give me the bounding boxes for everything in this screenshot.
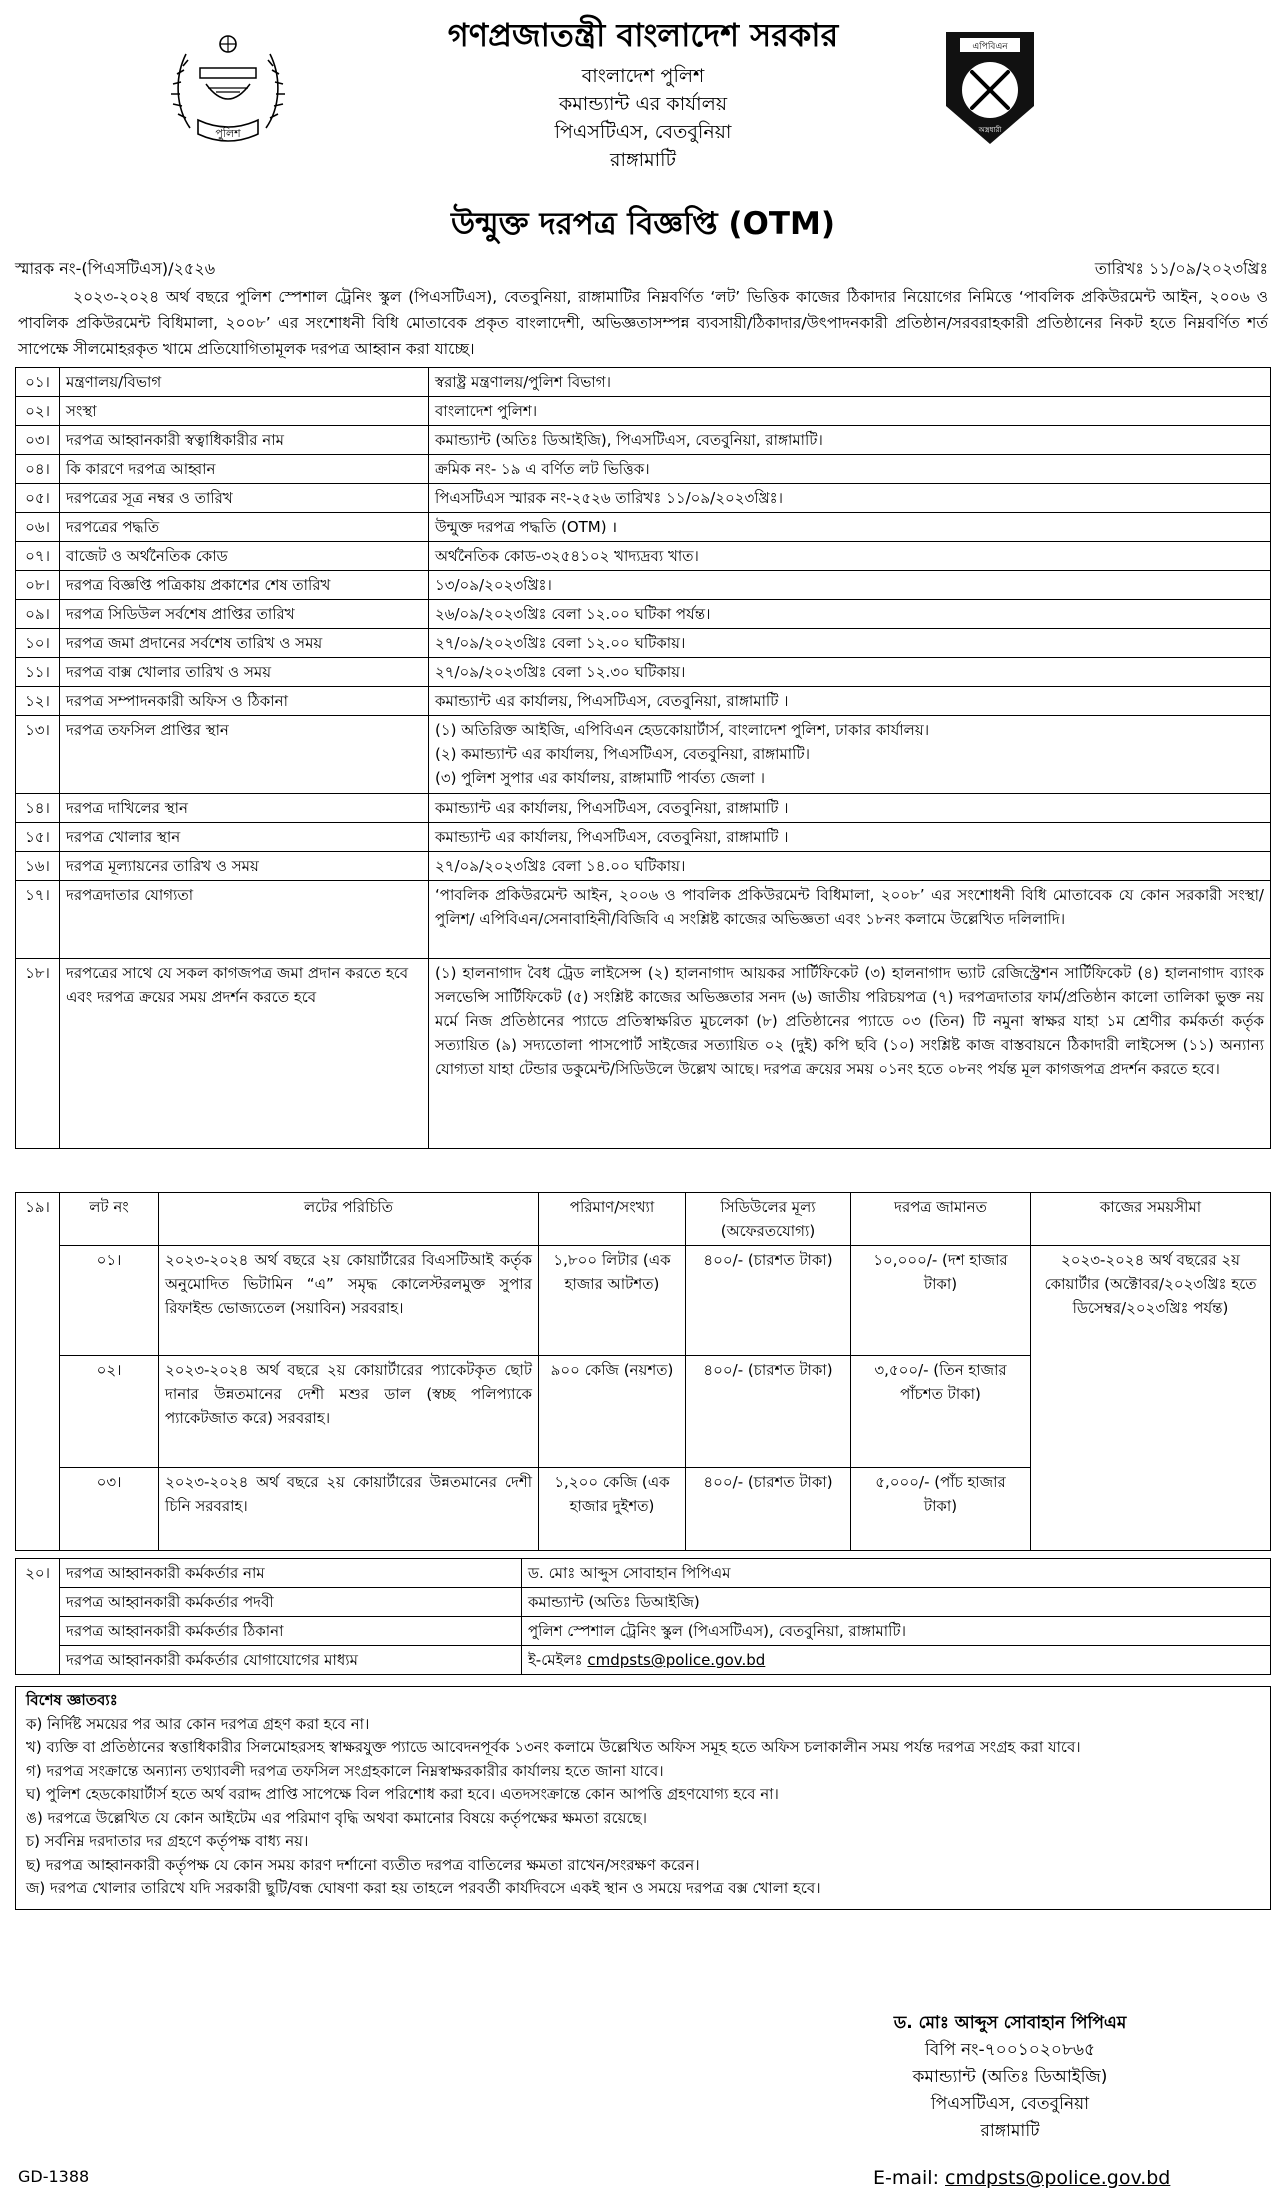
item-value: স্বরাষ্ট্র মন্ত্রণালয়/পুলিশ বিভাগ। bbox=[429, 368, 1271, 397]
tender-item-row bbox=[16, 794, 1271, 823]
item-value: ১৩/০৯/২০২৩খ্রিঃ। bbox=[429, 571, 1271, 600]
tender-item-row bbox=[16, 823, 1271, 852]
item-label: দরপত্রের পদ্ধতি bbox=[60, 513, 429, 542]
gd-number: GD-1388 bbox=[18, 2167, 90, 2186]
crest-ribbon-text: পুলিশ bbox=[215, 127, 241, 140]
item-label: দরপত্রের সূত্র নম্বর ও তারিখ bbox=[60, 484, 429, 513]
item-label: দরপত্রদাতার যোগ্যতা bbox=[60, 881, 429, 959]
lot-number: ০৩। bbox=[60, 1468, 159, 1551]
item-value-line: (১) অতিরিক্ত আইজি, এপিবিএন হেডকোয়ার্টার্স, বাংলাদেশ পুলিশ, ঢাকার কার্যালয়। bbox=[435, 721, 930, 739]
signatory-designation: কমান্ড্যান্ট (অতিঃ ডিআইজি) bbox=[912, 2067, 1108, 2087]
special-notes-title: বিশেষ জ্ঞাতব্যঃ bbox=[26, 1691, 118, 1709]
item-number: ১৭। bbox=[16, 881, 60, 959]
memo-number: স্মারক নং-(পিএসটিএস)/২৫২৬ bbox=[15, 259, 216, 278]
officer-label: দরপত্র আহ্বানকারী কর্মকর্তার পদবী bbox=[60, 1588, 522, 1617]
item-label: সংস্থা bbox=[60, 397, 429, 426]
officer-row bbox=[16, 1559, 1271, 1588]
lot-row bbox=[16, 1246, 1271, 1356]
item-value: ২৭/০৯/২০২৩খ্রিঃ বেলা ১২.৩০ ঘটিকায়। bbox=[429, 658, 1271, 687]
item-number: ১২। bbox=[16, 687, 60, 716]
item-label: দরপত্র সম্পাদনকারী অফিস ও ঠিকানা bbox=[60, 687, 429, 716]
note-item: চ) সর্বনিম্ন দরদাতার দর গ্রহণে কর্তৃপক্ষ বাধ্য নয়। bbox=[26, 1832, 309, 1850]
item-value: (১) হালনাগাদ বৈধ ট্রেড লাইসেন্স (২) হালনাগাদ আয়কর সার্টিফিকেট (৩) হালনাগাদ ভ্যাট রেজিস্ট্রেশন সার্টিফিকেট (৪) হালনাগাদ ব্যাংক সলভেন্সি সার্টিফিকেট (৫) সংশ্লিষ্ট কাজের অভিজ্ঞতার সনদ (৬) জাতীয় পরিচয়পত্র (৭) দরপত্রদাতার ফার্ম/প্রতিষ্ঠান কালো তালিকা ভুক্ত নয় মর্মে নিজ প্রতিষ্ঠানের প্যাডে প্রতিস্বাক্ষরিত মুচলেকা (৮) প্রতিষ্ঠানের প্যাডে ০৩ (তিন) টি নমুনা স্বাক্ষর যাহা ১ম শ্রেণীর কর্মকর্তা কর্তৃক সত্যায়িত (৯) সদ্যতোলা পাসপোর্ট সাইজের সত্যায়িত ০২ (দুই) কপি ছবি (১০) সংশ্লিষ্ট কাজ বাস্তবায়নে ঠিকাদারী লাইসেন্স (১১) অন্যান্য যোগ্যতা যাহা টেন্ডার ডকুমেন্ট/সিডিউলে উল্লেখ আছে। দরপত্র ক্রয়ের সময় ০১নং হতে ০৮নং পর্যন্ত মূল কাগজপত্র প্রদর্শন করতে হবে। bbox=[429, 959, 1271, 1149]
item-number: ১১। bbox=[16, 658, 60, 687]
item-value: ২৭/০৯/২০২৩খ্রিঃ বেলা ১৪.০০ ঘটিকায়। bbox=[429, 852, 1271, 881]
item-label: দরপত্র দাখিলের স্থান bbox=[60, 794, 429, 823]
lot-header-period: কাজের সময়সীমা bbox=[1031, 1193, 1271, 1246]
item-value: কমান্ড্যান্ট (অতিঃ ডিআইজি), পিএসটিএস, বেতবুনিয়া, রাঙ্গামাটি। bbox=[429, 426, 1271, 455]
item-number: ০৪। bbox=[16, 455, 60, 484]
tender-item-row bbox=[16, 600, 1271, 629]
officer-name: ড. মোঃ আব্দুস সোবাহান পিপিএম bbox=[522, 1559, 1271, 1588]
item-number: ১৫। bbox=[16, 823, 60, 852]
memo-date: তারিখঃ ১১/০৯/২০২৩খ্রিঃ bbox=[1094, 259, 1268, 278]
tender-item-row bbox=[16, 881, 1271, 959]
lot-header-quantity: পরিমাণ/সংখ্যা bbox=[539, 1193, 686, 1246]
email-prefix: ই-মেইলঃ bbox=[528, 1651, 588, 1669]
item-label: দরপত্র মূল্যায়নের তারিখ ও সময় bbox=[60, 852, 429, 881]
note-item: ক) নির্দিষ্ট সময়ের পর আর কোন দরপত্র গ্রহণ করা হবে না। bbox=[26, 1714, 370, 1733]
lot-work-period: ২০২৩-২০২৪ অর্থ বছরের ২য় কোয়ার্টার (অক্টোবর/২০২৩খ্রিঃ হতে ডিসেম্বর/২০২৩খ্রিঃ পর্যন্ত) bbox=[1031, 1246, 1271, 1551]
officer-designation: কমান্ড্যান্ট (অতিঃ ডিআইজি) bbox=[522, 1588, 1271, 1617]
item-value: ২৬/০৯/২০২৩খ্রিঃ বেলা ১২.০০ ঘটিকা পর্যন্ত। bbox=[429, 600, 1271, 629]
item-value: ২৭/০৯/২০২৩খ্রিঃ বেলা ১২.০০ ঘটিকায়। bbox=[429, 629, 1271, 658]
header-line-police: বাংলাদেশ পুলিশ bbox=[581, 65, 705, 87]
special-notes bbox=[15, 1686, 1271, 1910]
item-label: দরপত্র সিডিউল সর্বশেষ প্রাপ্তির তারিখ bbox=[60, 600, 429, 629]
signatory-office: পিএসটিএস, বেতবুনিয়া bbox=[930, 2094, 1090, 2114]
tender-details-table bbox=[15, 367, 1271, 1149]
signatory-bp-number: বিপি নং-৭০০১০২০৮৬৫ bbox=[924, 2040, 1096, 2060]
tender-item-row bbox=[16, 687, 1271, 716]
item-value: কমান্ড্যান্ট এর কার্যালয়, পিএসটিএস, বেতবুনিয়া, রাঙ্গামাটি । bbox=[429, 823, 1271, 852]
item-label: দরপত্র তফসিল প্রাপ্তির স্থান bbox=[60, 716, 429, 794]
item-label: দরপত্র আহ্বানকারী স্বত্বাধিকারীর নাম bbox=[60, 426, 429, 455]
item-value: ক্রমিক নং- ১৯ এ বর্ণিত লট ভিত্তিক। bbox=[429, 455, 1271, 484]
item-number: ১০। bbox=[16, 629, 60, 658]
item-number: ০৫। bbox=[16, 484, 60, 513]
officer-contact bbox=[522, 1646, 1271, 1675]
item-value: ‘পাবলিক প্রকিউরমেন্ট আইন, ২০০৬ ও পাবলিক প্রকিউরমেন্ট বিধিমালা, ২০০৮’ এর সংশোধনী বিধি মোতাবেক যে কোন সরকারী সংস্থা/পুলিশ/ এপিবিএন/সেনাবাহিনী/বিজিবি এ সংশ্লিষ্ট কাজের অভিজ্ঞতা এবং ১৮নং কলামে উল্লেখিত দলিলাদি। bbox=[429, 881, 1271, 959]
note-item: ঘ) পুলিশ হেডকোয়ার্টার্স হতে অর্থ বরাদ্দ প্রাপ্তি সাপেক্ষে বিল পরিশোধ করা হবে। এতদসংক্রান্তে কোন আপত্তি গ্রহণযোগ্য হবে না। bbox=[26, 1785, 779, 1803]
item-value-line: (৩) পুলিশ সুপার এর কার্যালয়, রাঙ্গামাটি পার্বত্য জেলা । bbox=[435, 769, 766, 787]
item-label: দরপত্রের সাথে যে সকল কাগজপত্র জমা প্রদান করতে হবে এবং দরপত্র ক্রয়ের সময় প্রদর্শন করতে হবে bbox=[60, 959, 429, 1149]
item-label: মন্ত্রণালয়/বিভাগ bbox=[60, 368, 429, 397]
item-number: ০৮। bbox=[16, 571, 60, 600]
item-number: ১৩। bbox=[16, 716, 60, 794]
item-label: দরপত্র বিজ্ঞপ্তি পত্রিকায় প্রকাশের শেষ তারিখ bbox=[60, 571, 429, 600]
item-number: ১৬। bbox=[16, 852, 60, 881]
item-value: উন্মুক্ত দরপত্র পদ্ধতি (OTM) । bbox=[429, 513, 1271, 542]
header-line-office: কমান্ড্যান্ট এর কার্যালয় bbox=[558, 93, 728, 115]
lot-header-description: লটের পরিচিতি bbox=[159, 1193, 539, 1246]
item-number: ০১। bbox=[16, 368, 60, 397]
tender-item-row bbox=[16, 542, 1271, 571]
note-item: ছ) দরপত্র আহ্বানকারী কর্তৃপক্ষ যে কোন সময় কারণ দর্শানো ব্যতীত দরপত্র বাতিলের ক্ষমতা রাখেন/সংরক্ষণ করেন। bbox=[26, 1855, 700, 1874]
lot-schedule-price: ৪০০/- (চারশত টাকা) bbox=[686, 1468, 851, 1551]
tender-item-row bbox=[16, 571, 1271, 600]
officer-row bbox=[16, 1588, 1271, 1617]
lot-schedule-price: ৪০০/- (চারশত টাকা) bbox=[686, 1246, 851, 1356]
header-line-district: রাঙ্গামাটি bbox=[610, 149, 676, 171]
item-number: ০৬। bbox=[16, 513, 60, 542]
officer-row bbox=[16, 1617, 1271, 1646]
item-label: দরপত্র জমা প্রদানের সর্বশেষ তারিখ ও সময় bbox=[60, 629, 429, 658]
item-number: ১৪। bbox=[16, 794, 60, 823]
officer-address: পুলিশ স্পেশাল ট্রেনিং স্কুল (পিএসটিএস), বেতবুনিয়া, রাঙ্গামাটি। bbox=[522, 1617, 1271, 1646]
lot-description: ২০২৩-২০২৪ অর্থ বছরে ২য় কোয়ার্টারের বিএসটিআই কর্তৃক অনুমোদিত ভিটামিন “এ” সমৃদ্ধ কোলেস্টরলমুক্ত সুপার রিফাইন্ড ভোজ্যতেল (সয়াবিন) সরবরাহ। bbox=[159, 1246, 539, 1356]
tender-item-row bbox=[16, 658, 1271, 687]
tender-item-row bbox=[16, 484, 1271, 513]
tender-item-row bbox=[16, 397, 1271, 426]
shield-bottom-text: অস্ত্রধারী bbox=[978, 126, 1002, 134]
lot-quantity: ৯০০ কেজি (নয়শত) bbox=[539, 1356, 686, 1468]
item-number: ০২। bbox=[16, 397, 60, 426]
tender-item-row bbox=[16, 959, 1271, 1149]
notice-title: উন্মুক্ত দরপত্র বিজ্ঞপ্তি (OTM) bbox=[450, 206, 836, 242]
item-value bbox=[429, 716, 1271, 794]
lot-security: ১০,০০০/- (দশ হাজার টাকা) bbox=[851, 1246, 1031, 1356]
tender-item-row bbox=[16, 426, 1271, 455]
lot-schedule-price: ৪০০/- (চারশত টাকা) bbox=[686, 1356, 851, 1468]
item-label: কি কারণে দরপত্র আহ্বান bbox=[60, 455, 429, 484]
lot-quantity: ১,৮০০ লিটার (এক হাজার আটশত) bbox=[539, 1246, 686, 1356]
item-value: পিএসটিএস স্মারক নং-২৫২৬ তারিখঃ ১১/০৯/২০২৩খ্রিঃ। bbox=[429, 484, 1271, 513]
lot-security: ৩,৫০০/- (তিন হাজার পাঁচশত টাকা) bbox=[851, 1356, 1031, 1468]
item-label: দরপত্র বাক্স খোলার তারিখ ও সময় bbox=[60, 658, 429, 687]
item-value: কমান্ড্যান্ট এর কার্যালয়, পিএসটিএস, বেতবুনিয়া, রাঙ্গামাটি । bbox=[429, 687, 1271, 716]
item-value: অর্থনৈতিক কোড-৩২৫৪১০২ খাদ্যদ্রব্য খাত। bbox=[429, 542, 1271, 571]
email-label: E-mail: bbox=[873, 2167, 946, 2189]
item-number: ১৯। bbox=[16, 1193, 60, 1551]
signature-block bbox=[800, 2010, 1220, 2145]
item-number: ০৩। bbox=[16, 426, 60, 455]
intro-paragraph: ২০২৩-২০২৪ অর্থ বছরে পুলিশ স্পেশাল ট্রেনিং স্কুল (পিএসটিএস), বেতবুনিয়া, রাঙ্গামাটির নিম্নবর্ণিত ‘লট’ ভিত্তিক কাজের ঠিকাদার নিয়োগের নিমিত্তে ‘পাবলিক প্রকিউরমেন্ট আইন, ২০০৬ ও পাবলিক প্রকিউরমেন্ট বিধিমালা, ২০০৮’ এর সংশোধনী বিধি মোতাবেক প্রকৃত বাংলাদেশী, অভিজ্ঞতাসম্পন্ন ব্যবসায়ী/ঠিকাদার/উৎপাদনকারী প্রতিষ্ঠান/সরবরাহকারী প্রতিষ্ঠানের নিকট হতে নিম্নবর্ণিত শর্ত সাপেক্ষে সীলমোহরকৃত খামে প্রতিযোগিতামূলক দরপত্র আহ্বান করা যাচ্ছে। bbox=[18, 288, 1268, 358]
officer-info-table bbox=[15, 1558, 1271, 1675]
lot-description: ২০২৩-২০২৪ অর্থ বছরে ২য় কোয়ার্টারের উন্নতমানের দেশী চিনি সরবরাহ। bbox=[159, 1468, 539, 1551]
item-label: দরপত্র খোলার স্থান bbox=[60, 823, 429, 852]
item-number: ২০। bbox=[16, 1559, 60, 1675]
lot-number: ০২। bbox=[60, 1356, 159, 1468]
tender-item-row bbox=[16, 629, 1271, 658]
lot-number: ০১। bbox=[60, 1246, 159, 1356]
lot-table-header-row bbox=[16, 1193, 1271, 1246]
note-item: খ) ব্যক্তি বা প্রতিষ্ঠানের স্বত্তাধিকারীর সিলমোহরসহ স্বাক্ষরযুক্ত প্যাডে আবেদনপূর্বক ১৩নং কলামে উল্লেখিত অফিস সমূহ হতে অফিস চলাকালীন সময় পর্যন্ত দরপত্র সংগ্রহ করা যাবে। bbox=[26, 1738, 1081, 1756]
note-item: ঙ) দরপত্রে উল্লেখিত যে কোন আইটেম এর পরিমাণ বৃদ্ধি অথবা কমানোর বিষয়ে কর্তৃপক্ষের ক্ষমতা রয়েছে। bbox=[26, 1808, 647, 1827]
note-item: গ) দরপত্র সংক্রান্তে অন্যান্য তথ্যাবলী দরপত্র তফসিল সংগ্রহকালে নিম্নস্বাক্ষরকারীর কার্যালয় হতে জানা যাবে। bbox=[26, 1761, 664, 1780]
lot-header-lot-no: লট নং bbox=[60, 1193, 159, 1246]
item-value: কমান্ড্যান্ট এর কার্যালয়, পিএসটিএস, বেতবুনিয়া, রাঙ্গামাটি । bbox=[429, 794, 1271, 823]
item-number: ০৭। bbox=[16, 542, 60, 571]
officer-label: দরপত্র আহ্বানকারী কর্মকর্তার নাম bbox=[60, 1559, 522, 1588]
shield-label-text: এপিবিএন bbox=[972, 42, 1008, 52]
note-item: জ) দরপত্র খোলার তারিখে যদি সরকারী ছুটি/বন্ধ ঘোষণা করা হয় তাহলে পরবর্তী কার্যদিবসে একই স্থান ও সময়ে দরপত্র বক্স খোলা হবে। bbox=[26, 1879, 821, 1897]
item-number: ১৮। bbox=[16, 959, 60, 1149]
officer-row bbox=[16, 1646, 1271, 1675]
lot-table bbox=[15, 1192, 1271, 1551]
tender-item-row bbox=[16, 716, 1271, 794]
footer-email-link[interactable]: cmdpsts@police.gov.bd bbox=[945, 2167, 1171, 2189]
lot-description: ২০২৩-২০২৪ অর্থ বছরে ২য় কোয়ার্টারের প্যাকেটকৃত ছোট দানার উন্নতমানের দেশী মশুর ডাল (স্বচ্ছ পলিপ্যাকে প্যাকেটজাত করে) সরবরাহ। bbox=[159, 1356, 539, 1468]
tender-item-row bbox=[16, 368, 1271, 397]
government-title: গণপ্রজাতন্ত্রী বাংলাদেশ সরকার bbox=[447, 16, 839, 54]
tender-item-row bbox=[16, 852, 1271, 881]
officer-label: দরপত্র আহ্বানকারী কর্মকর্তার যোগাযোগের মাধ্যম bbox=[60, 1646, 522, 1675]
header-line-psts: পিএসটিএস, বেতবুনিয়া bbox=[554, 121, 732, 143]
lot-security: ৫,০০০/- (পাঁচ হাজার টাকা) bbox=[851, 1468, 1031, 1551]
item-value-line: (২) কমান্ড্যান্ট এর কার্যালয়, পিএসটিএস, বেতবুনিয়া, রাঙ্গামাটি। bbox=[435, 745, 810, 763]
item-number: ০৯। bbox=[16, 600, 60, 629]
footer-email bbox=[873, 2167, 1170, 2189]
lot-header-schedule-price: সিডিউলের মূল্য (অফেরতযোগ্য) bbox=[686, 1193, 851, 1246]
officer-label: দরপত্র আহ্বানকারী কর্মকর্তার ঠিকানা bbox=[60, 1617, 522, 1646]
officer-email-link[interactable]: cmdpsts@police.gov.bd bbox=[587, 1651, 766, 1669]
tender-item-row bbox=[16, 513, 1271, 542]
item-label: বাজেট ও অর্থনৈতিক কোড bbox=[60, 542, 429, 571]
signatory-name: ড. মোঃ আব্দুস সোবাহান পিপিএম bbox=[893, 2013, 1127, 2033]
tender-item-row bbox=[16, 455, 1271, 484]
item-value: বাংলাদেশ পুলিশ। bbox=[429, 397, 1271, 426]
lot-quantity: ১,২০০ কেজি (এক হাজার দুইশত) bbox=[539, 1468, 686, 1551]
signatory-district: রাঙ্গামাটি bbox=[980, 2121, 1040, 2141]
lot-header-security: দরপত্র জামানত bbox=[851, 1193, 1031, 1246]
